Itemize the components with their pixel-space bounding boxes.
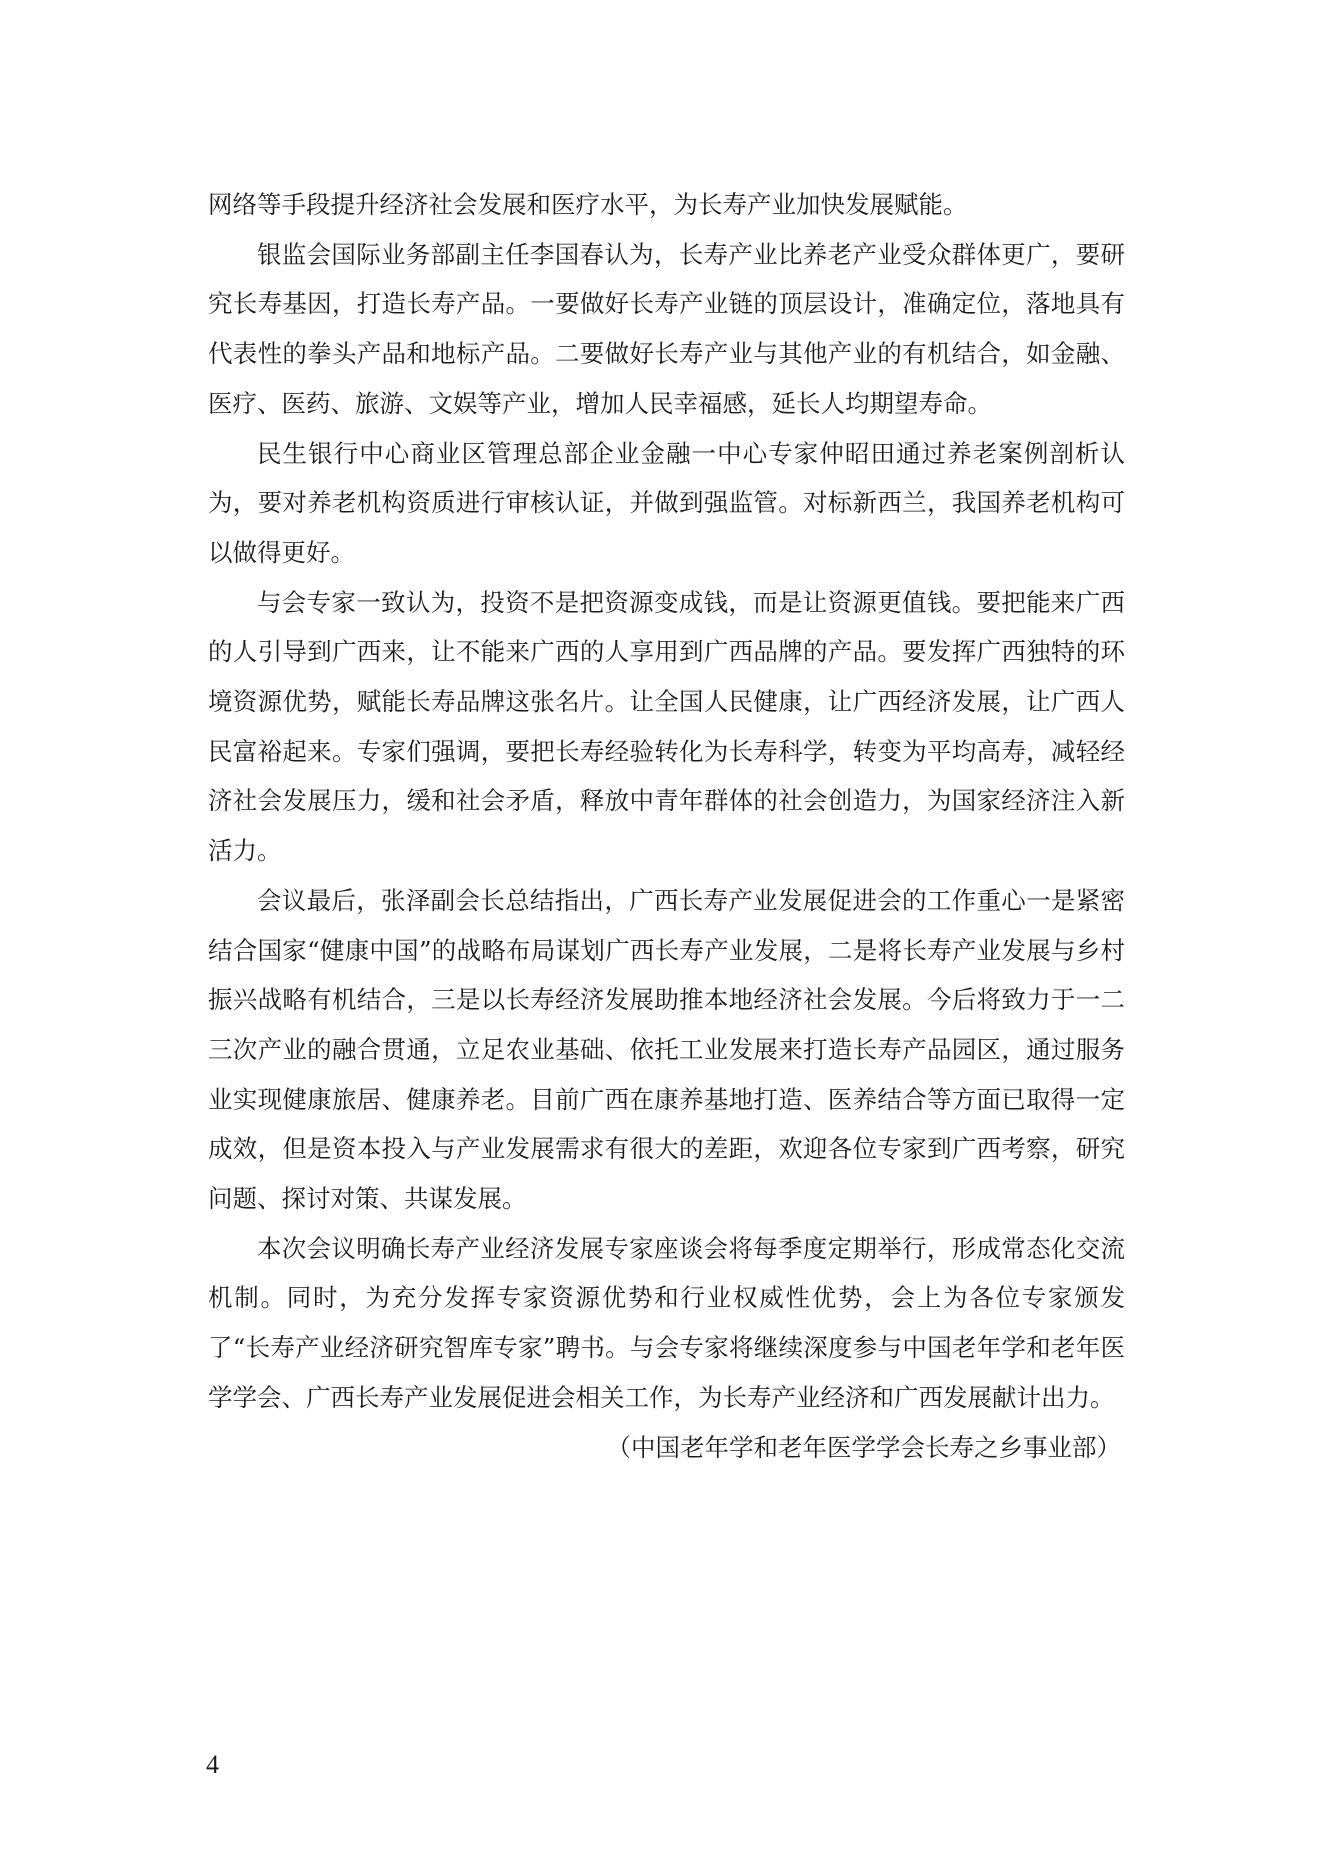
paragraph-continuation: 网络等手段提升经济社会发展和医疗水平，为长寿产业加快发展赋能。 [208,190,968,219]
paragraph-meeting-mechanism: 本次会议明确长寿产业经济发展专家座谈会将每季度定期举行，形成常态化交流机制。同时，为充分发挥专家资源优势和行业权威性优势，会上为各位专家颁发了“长寿产业经济研究智库专家”聘书。与会专家将继续深度参与中国老年学和老年医学学会、广西长寿产业发展促进会相关工作，为长寿产业经济和广西发展献计出力。 [208,1233,1125,1412]
source-signature: （中国老年学和老年医学学会长寿之乡事业部） [606,1432,1121,1462]
page-number: 4 [206,1750,219,1779]
paragraph-expert-consensus: 与会专家一致认为，投资不是把资源变成钱，而是让资源更值钱。要把能来广西的人引导到广西来，让不能来广西的人享用到广西品牌的产品。要发挥广西独特的环境资源优势，赋能长寿品牌这张名片。让全国人民健康，让广西经济发展，让广西人民富裕起来。专家们强调，要把长寿经验转化为长寿科学，转变为平均高寿，减轻经济社会发展压力，缓和社会矛盾，释放中青年群体的社会创造力，为国家经济注入新活力。 [208,587,1125,866]
paragraph-li-guochun: 银监会国际业务部副主任李国春认为，长寿产业比养老产业受众群体更广，要研究长寿基因，打造长寿产品。一要做好长寿产业链的顶层设计，准确定位，落地具有代表性的拳头产品和地标产品。二要做好长寿产业与其他产业的有机结合，如金融、医疗、医药、旅游、文娱等产业，增加人民幸福感，延长人均期望寿命。 [208,239,1125,418]
body-text [208,180,1125,1472]
paragraph-zhang-ze-summary: 会议最后，张泽副会长总结指出，广西长寿产业发展促进会的工作重心一是紧密结合国家“健康中国”的战略布局谋划广西长寿产业发展，二是将长寿产业发展与乡村振兴战略有机结合，三是以长寿经济发展助推本地经济社会发展。今后将致力于一二三次产业的融合贯通，立足农业基础、依托工业发展来打造长寿产品园区，通过服务业实现健康旅居、健康养老。目前广西在康养基地打造、医养结合等方面已取得一定成效，但是资本投入与产业发展需求有很大的差距，欢迎各位专家到广西考察，研究问题、探讨对策、共谋发展。 [208,885,1125,1214]
paragraph-zhong-zhaotian: 民生银行中心商业区管理总部企业金融一中心专家仲昭田通过养老案例剖析认为，要对养老机构资质进行审核认证，并做到强监管。对标新西兰，我国养老机构可以做得更好。 [208,438,1125,567]
